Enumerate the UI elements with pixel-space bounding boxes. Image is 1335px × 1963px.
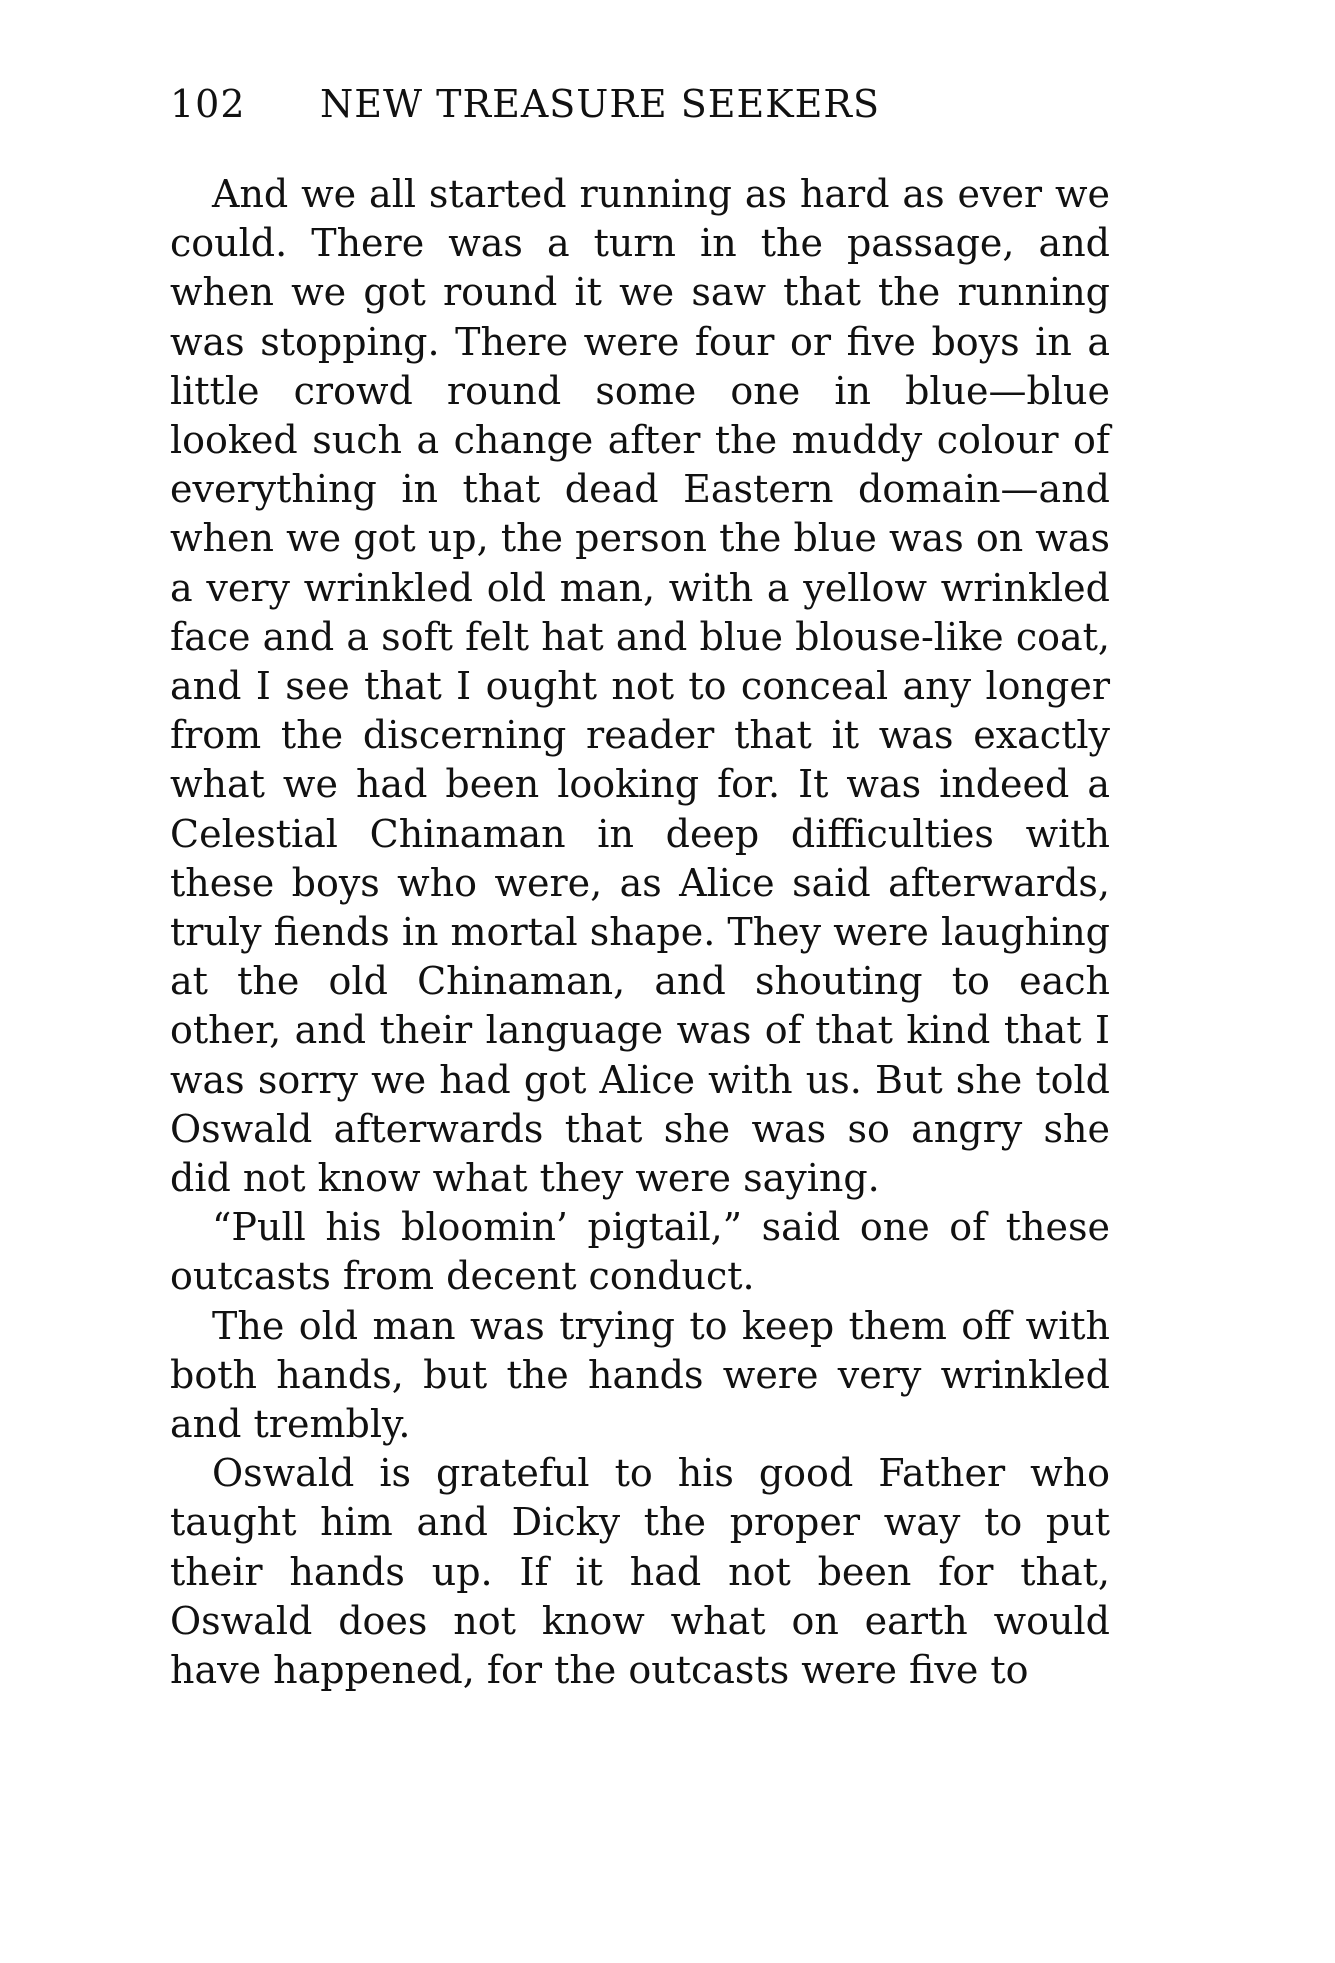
paragraph: Oswald is grateful to his good Father who taught him and Dicky the proper way to put their hands up. If it had not been for that, Oswald does not know what on earth would have happened, for the outcasts were five to [170, 1451, 1110, 1693]
running-head [170, 74, 1030, 134]
paragraph: And we all started running as hard as ever we could. There was a turn in the passage, and when we got round it we saw that the running was stopping. There were four or five boys in a little crowd round some one in blue—blue looked such a change after the muddy colour of everything in that dead Eastern domain—and when we got up, the person the blue was on was a very wrinkled old man, with a yellow wrinkled face and a soft felt hat and blue blouse-like coat, and I see that I ought not to conceal any longer from the discerning reader that it was exactly what we had been looking for. It was indeed a Celestial Chinaman in deep difficulties with these boys who were, as Alice said afterwards, truly fiends in mortal shape. They were laughing at the old Chinaman, and shouting to each other, and their language was of that kind that I was sorry we had got Alice with us. But she told Oswald afterwards that she was so angry she did not know what they were saying. [170, 172, 1110, 1201]
page-number: 102 [170, 82, 246, 126]
paragraph: “Pull his bloomin’ pigtail,” said one of these outcasts from decent conduct. [170, 1205, 1110, 1299]
running-title: NEW TREASURE SEEKERS [320, 82, 881, 126]
paragraph: The old man was trying to keep them off with both hands, but the hands were very wrinkled and trembly. [170, 1303, 1110, 1447]
body-text [170, 170, 1110, 1695]
